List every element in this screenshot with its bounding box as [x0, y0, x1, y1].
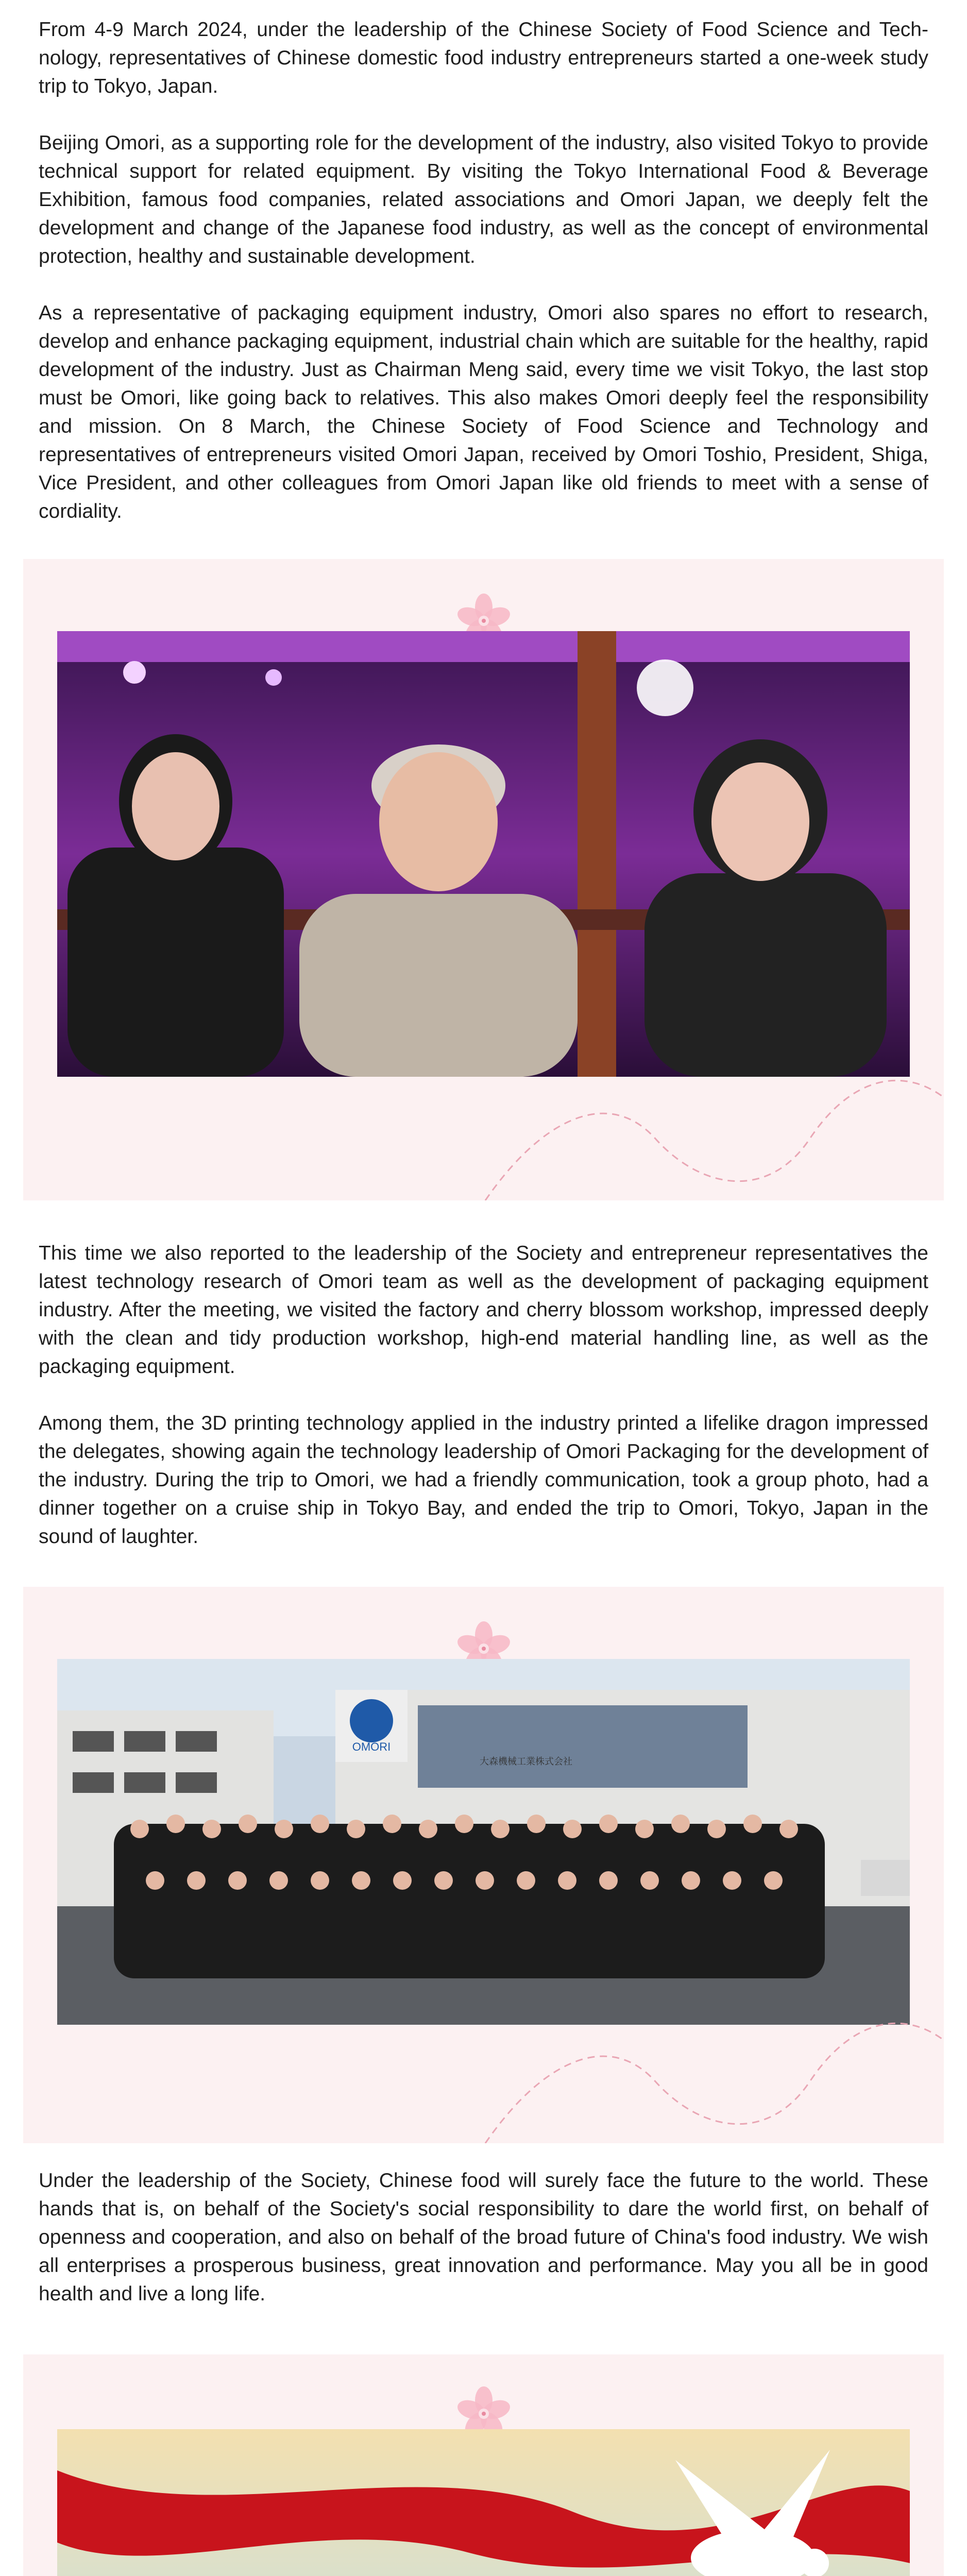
- omori-logo-text: OMORI: [352, 1740, 391, 1753]
- intro-paragraph: From 4-9 March 2024, under the leadership of the Chinese Society of Food Science and Technology, representatives of Chinese domestic food industry entrepreneurs started a one-week study trip to Tokyo, Japan.: [39, 19, 928, 97]
- group-photo: [57, 1659, 910, 2025]
- cruise-dinner-photo: [57, 631, 910, 1077]
- packaging-industry-paragraph: As a representative of packaging equipment industry, Omori also spares no effort to research, develop and enhance packaging equipment, industrial chain which are suitable for the healthy, rapid development of the industry. Just as Chairman Meng said, every time we visit Tokyo, the last stop must be Omori, like going back to relatives. This also makes Omori deeply feel the responsibility and mission. On 8 March, the Chinese Society of Food Science and Technology and representatives of entrepreneurs visited Omori Japan, received by Omori Toshio, President, Shiga, Vice President, and other colleagues from Omori Japan like old friends to meet with a sense of cordiality.: [39, 302, 928, 522]
- dragon-hands-photo: [57, 2429, 910, 2576]
- dragon-printing-paragraph: Among them, the 3D printing technology applied in the industry printed a lifelike dragon impressed the delegates, showing again the technology leadership of Omori Packaging for the development of the industry. During the trip to Omori, we had a friendly communication, took a group photo, had a dinner together on a cruise ship in Tokyo Bay, and ended the trip to Omori, Tokyo, Japan in the sound of laughter.: [39, 1412, 928, 1548]
- photo-panel-1: [23, 559, 944, 1200]
- factory-sign: 大森機械工業株式会社: [480, 1756, 572, 1767]
- photo-panel-2: [23, 1587, 944, 2143]
- technology-report-paragraph: This time we also reported to the leadership of the Society and entrepreneur representatives the latest technology research of Omori team as well as the development of packaging equipment industry. After the meeting, we visited the factory and cherry blossom workshop, impressed deeply with the clean and tidy production workshop, high-end material handling line, as well as the packaging equipment.: [39, 1242, 928, 1378]
- photo-panel-3: [23, 2354, 944, 2576]
- omori-visit-paragraph: Beijing Omori, as a supporting role for the development of the industry, also visited Tokyo to provide technical support for related equipment. By visiting the Tokyo International Food & Beverage Exhibition, famous food companies, related associations and Omori Japan, we deeply felt the development and change of the Japanese food industry, as well as the concept of environmental protection, healthy and sustainable development.: [39, 132, 928, 267]
- closing-paragraph: Under the leadership of the Society, Chinese food will surely face the future to the world. These hands that is, on behalf of the Society's social responsibility to dare the world first, on behalf of openness and cooperation, and also on behalf of the broad future of China's food industry. We wish all enterprises a prosperous business, great innovation and performance. May you all be in good health and live a long life.: [39, 2170, 928, 2305]
